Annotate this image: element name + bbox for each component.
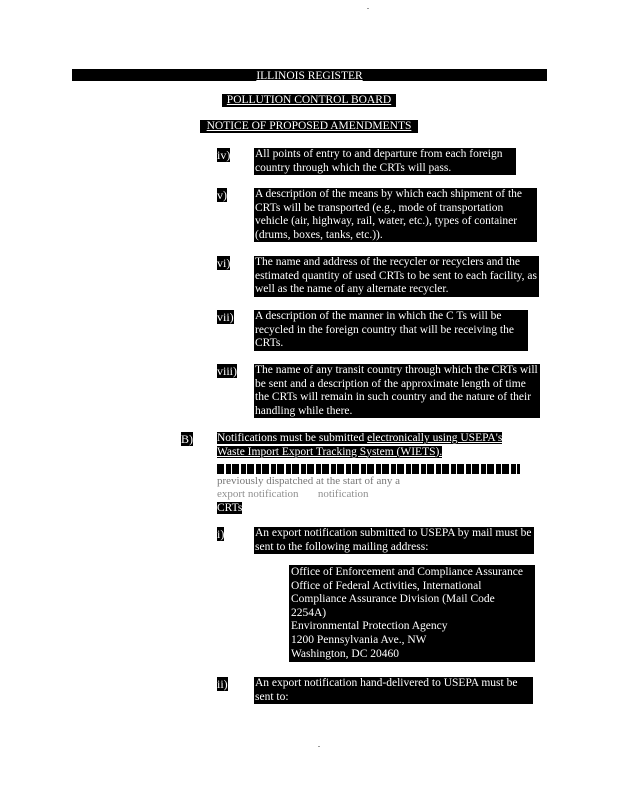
- register-header: ILLINOIS REGISTER: [72, 69, 547, 81]
- item-text-iv: All points of entry to and departure from each foreign country through which the CRTs will pass.: [254, 148, 516, 175]
- section-b-underlined-1: electronically using USEPA's: [367, 432, 503, 444]
- item-label-v: v): [217, 188, 227, 202]
- obscured-text-3: export notification notification: [217, 488, 369, 500]
- address-line: 2254A): [291, 606, 327, 619]
- item-label-iv: iv): [217, 148, 231, 162]
- section-b-label: B): [181, 432, 193, 446]
- address-line: Office of Enforcement and Compliance Assurance: [291, 566, 523, 578]
- notice-header: NOTICE OF PROPOSED AMENDMENTS: [200, 120, 418, 133]
- board-header: POLLUTION CONTROL BOARD: [222, 94, 396, 107]
- obscured-end: CRTs: [217, 502, 243, 514]
- obscured-text-2: previously dispatched at the start of any a: [217, 475, 400, 487]
- address-line: Compliance Assurance Division (Mail Code: [291, 593, 495, 606]
- address-line: 1200 Pennsylvania Ave., NW: [291, 633, 427, 646]
- sub-item-label-i: i): [217, 527, 225, 541]
- item-text-vii: A description of the manner in which the C Ts will be recycled in the foreign country that will be receiving the CRTs.: [254, 310, 528, 351]
- item-text-viii: The name of any transit country through which the CRTs will be sent and a description of the approximate length of time the CRTs will remain in such country and the nature of their handling while there.: [254, 364, 540, 418]
- address-line: Environmental Protection Agency: [291, 620, 448, 633]
- obscured-line-1: [217, 464, 520, 474]
- item-text-v: A description of the means by which each shipment of the CRTs will be transported (e.g., mode of transportation vehicle (air, highway, rail, water, etc.), types of container (drums, boxes, tanks, etc.)).: [254, 188, 537, 242]
- scan-speck: [367, 8, 369, 9]
- address-line: Washington, DC 20460: [291, 647, 400, 660]
- sub-item-text-i: An export notification submitted to USEPA by mail must be sent to the following mailing address:: [254, 527, 534, 554]
- item-label-vi: vi): [217, 256, 231, 270]
- sub-item-label-ii: ii): [217, 677, 228, 691]
- section-b-underlined-2: Waste Import Export Tracking System (WIETS).: [217, 445, 443, 458]
- section-b-lead: Notifications must be submitted: [217, 432, 368, 444]
- item-text-vi: The name and address of the recycler or recyclers and the estimated quantity of used CRTs to be sent to each facility, as well as the name of any alternate recycler.: [255, 256, 537, 295]
- sub-item-text-ii: An export notification hand-delivered to USEPA must be sent to:: [254, 677, 533, 704]
- scan-speck: [318, 746, 320, 747]
- item-label-viii: viii): [217, 364, 237, 378]
- item-label-vii: vii): [217, 310, 234, 324]
- mailing-address: [289, 565, 535, 662]
- obscured-lines: [216, 460, 521, 516]
- section-b-text: [216, 432, 524, 459]
- address-line: Office of Federal Activities, International: [291, 579, 482, 592]
